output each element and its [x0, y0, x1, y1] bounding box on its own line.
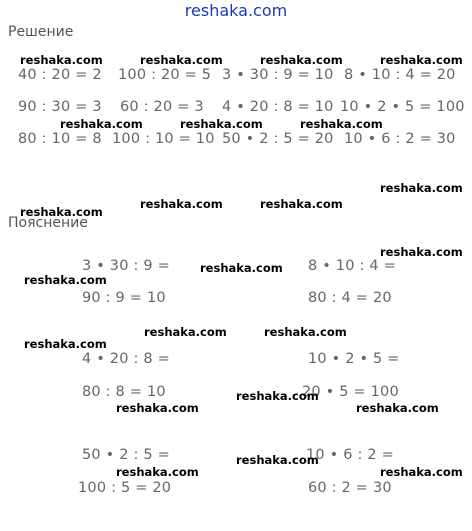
watermark: reshaka.com	[300, 117, 383, 131]
explanation-step: 4 • 20 : 8 =	[82, 351, 170, 367]
solution-expression: 8 • 10 : 4 = 20	[344, 67, 456, 83]
explanation-result: 80 : 4 = 20	[308, 290, 392, 306]
solution-expression: 40 : 20 = 2	[18, 67, 102, 83]
explanation-result: 20 • 5 = 100	[302, 384, 399, 400]
watermark: reshaka.com	[116, 401, 199, 415]
solution-heading: Решение	[8, 24, 74, 40]
watermark: reshaka.com	[236, 389, 319, 403]
watermark: reshaka.com	[380, 465, 463, 479]
solution-expression: 4 • 20 : 8 = 10	[222, 99, 334, 115]
watermark: reshaka.com	[140, 53, 223, 67]
explanation-result: 60 : 2 = 30	[308, 480, 392, 496]
explanation-step: 3 • 30 : 9 =	[82, 258, 170, 274]
watermark: reshaka.com	[380, 53, 463, 67]
watermark: reshaka.com	[260, 197, 343, 211]
solution-expression: 100 : 10 = 10	[112, 131, 215, 147]
explanation-heading: Пояснение	[8, 215, 88, 231]
watermark: reshaka.com	[380, 245, 463, 259]
explanation-result: 90 : 9 = 10	[82, 290, 166, 306]
explanation-step: 10 • 2 • 5 =	[308, 351, 400, 367]
watermark: reshaka.com	[356, 401, 439, 415]
watermark: reshaka.com	[260, 53, 343, 67]
watermark: reshaka.com	[20, 53, 103, 67]
watermark: reshaka.com	[236, 453, 319, 467]
watermark: reshaka.com	[116, 465, 199, 479]
solution-expression: 3 • 30 : 9 = 10	[222, 67, 334, 83]
explanation-step: 8 • 10 : 4 =	[308, 258, 396, 274]
solution-expression: 10 • 2 • 5 = 100	[340, 99, 465, 115]
watermark: reshaka.com	[144, 325, 227, 339]
watermark: reshaka.com	[264, 325, 347, 339]
watermark: reshaka.com	[60, 117, 143, 131]
watermark: reshaka.com	[180, 117, 263, 131]
solution-expression: 50 • 2 : 5 = 20	[222, 131, 334, 147]
watermark: reshaka.com	[380, 181, 463, 195]
watermark: reshaka.com	[24, 337, 107, 351]
solution-expression: 100 : 20 = 5	[118, 67, 212, 83]
site-title: reshaka.com	[184, 1, 288, 20]
watermark: reshaka.com	[24, 273, 107, 287]
explanation-result: 80 : 8 = 10	[82, 384, 166, 400]
explanation-result: 100 : 5 = 20	[78, 480, 172, 496]
explanation-step: 50 • 2 : 5 =	[82, 447, 170, 463]
watermark: reshaka.com	[140, 197, 223, 211]
solution-expression: 60 : 20 = 3	[120, 99, 204, 115]
solution-expression: 90 : 30 = 3	[18, 99, 102, 115]
watermark: reshaka.com	[200, 261, 283, 275]
explanation-step: 10 • 6 : 2 =	[306, 447, 394, 463]
solution-expression: 80 : 10 = 8	[18, 131, 102, 147]
watermark: reshaka.com	[20, 205, 103, 219]
solution-expression: 10 • 6 : 2 = 30	[344, 131, 456, 147]
